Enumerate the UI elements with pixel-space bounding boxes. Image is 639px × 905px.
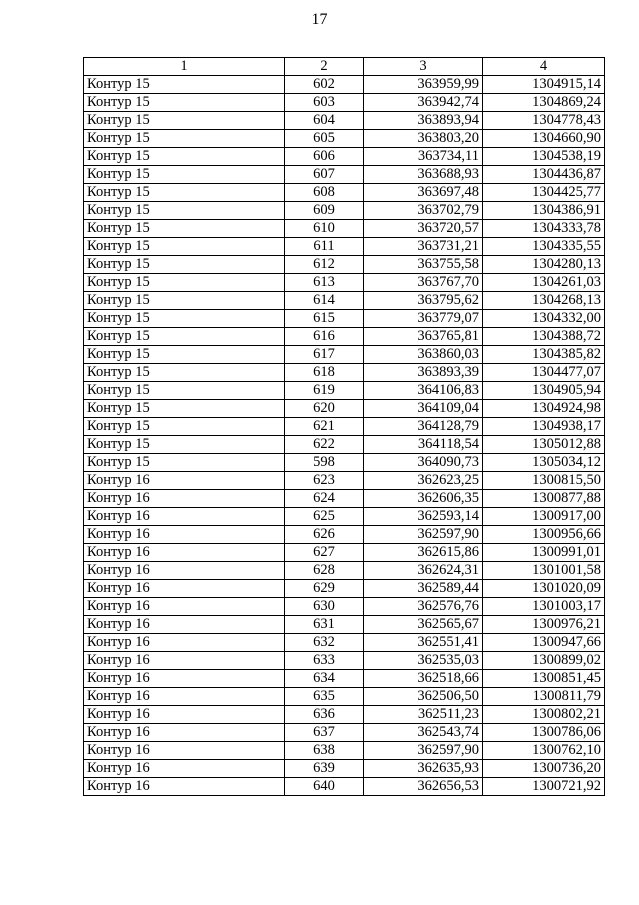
contour-name-cell: Контур 15 xyxy=(84,364,285,382)
y-coordinate-cell: 1300991,01 xyxy=(483,544,605,562)
y-coordinate-cell: 1304924,98 xyxy=(483,400,605,418)
point-number-cell: 605 xyxy=(285,130,364,148)
x-coordinate-cell: 363795,62 xyxy=(364,292,483,310)
point-number-cell: 612 xyxy=(285,256,364,274)
y-coordinate-cell: 1304333,78 xyxy=(483,220,605,238)
point-number-cell: 610 xyxy=(285,220,364,238)
contour-name-cell: Контур 15 xyxy=(84,94,285,112)
column-header-3: 3 xyxy=(364,58,483,76)
table-row xyxy=(84,706,605,724)
y-coordinate-cell: 1300736,20 xyxy=(483,760,605,778)
y-coordinate-cell: 1304332,00 xyxy=(483,310,605,328)
table-row xyxy=(84,310,605,328)
contour-name-cell: Контур 15 xyxy=(84,202,285,220)
point-number-cell: 627 xyxy=(285,544,364,562)
y-coordinate-cell: 1304261,03 xyxy=(483,274,605,292)
contour-name-cell: Контур 15 xyxy=(84,310,285,328)
contour-name-cell: Контур 16 xyxy=(84,526,285,544)
column-header-1: 1 xyxy=(84,58,285,76)
point-number-cell: 602 xyxy=(285,76,364,94)
y-coordinate-cell: 1300815,50 xyxy=(483,472,605,490)
y-coordinate-cell: 1304538,19 xyxy=(483,148,605,166)
table-row xyxy=(84,94,605,112)
x-coordinate-cell: 362597,90 xyxy=(364,526,483,544)
x-coordinate-cell: 363767,70 xyxy=(364,274,483,292)
x-coordinate-cell: 362576,76 xyxy=(364,598,483,616)
contour-name-cell: Контур 16 xyxy=(84,706,285,724)
contour-name-cell: Контур 15 xyxy=(84,436,285,454)
y-coordinate-cell: 1304335,55 xyxy=(483,238,605,256)
point-number-cell: 634 xyxy=(285,670,364,688)
contour-name-cell: Контур 16 xyxy=(84,544,285,562)
contour-name-cell: Контур 16 xyxy=(84,472,285,490)
y-coordinate-cell: 1300899,02 xyxy=(483,652,605,670)
contour-name-cell: Контур 16 xyxy=(84,508,285,526)
point-number-cell: 629 xyxy=(285,580,364,598)
table-row xyxy=(84,652,605,670)
point-number-cell: 615 xyxy=(285,310,364,328)
page-number: 17 xyxy=(311,11,328,28)
table-row xyxy=(84,346,605,364)
point-number-cell: 639 xyxy=(285,760,364,778)
point-number-cell: 637 xyxy=(285,724,364,742)
contour-name-cell: Контур 15 xyxy=(84,112,285,130)
contour-name-cell: Контур 16 xyxy=(84,616,285,634)
contour-name-cell: Контур 16 xyxy=(84,634,285,652)
table-row xyxy=(84,544,605,562)
table-row xyxy=(84,580,605,598)
y-coordinate-cell: 1304386,91 xyxy=(483,202,605,220)
x-coordinate-cell: 362543,74 xyxy=(364,724,483,742)
x-coordinate-cell: 363942,74 xyxy=(364,94,483,112)
y-coordinate-cell: 1304268,13 xyxy=(483,292,605,310)
table-row xyxy=(84,328,605,346)
table-row xyxy=(84,220,605,238)
x-coordinate-cell: 363731,21 xyxy=(364,238,483,256)
x-coordinate-cell: 362551,41 xyxy=(364,634,483,652)
x-coordinate-cell: 364118,54 xyxy=(364,436,483,454)
point-number-cell: 611 xyxy=(285,238,364,256)
table-row xyxy=(84,418,605,436)
table-body xyxy=(84,76,605,796)
y-coordinate-cell: 1304915,14 xyxy=(483,76,605,94)
x-coordinate-cell: 362565,67 xyxy=(364,616,483,634)
contour-name-cell: Контур 16 xyxy=(84,742,285,760)
x-coordinate-cell: 362615,86 xyxy=(364,544,483,562)
table-row xyxy=(84,76,605,94)
point-number-cell: 635 xyxy=(285,688,364,706)
y-coordinate-cell: 1300721,92 xyxy=(483,778,605,796)
contour-name-cell: Контур 15 xyxy=(84,328,285,346)
point-number-cell: 606 xyxy=(285,148,364,166)
contour-name-cell: Контур 16 xyxy=(84,760,285,778)
point-number-cell: 614 xyxy=(285,292,364,310)
y-coordinate-cell: 1304869,24 xyxy=(483,94,605,112)
table-row xyxy=(84,508,605,526)
y-coordinate-cell: 1301001,58 xyxy=(483,562,605,580)
y-coordinate-cell: 1300877,88 xyxy=(483,490,605,508)
contour-name-cell: Контур 16 xyxy=(84,688,285,706)
y-coordinate-cell: 1300762,10 xyxy=(483,742,605,760)
x-coordinate-cell: 363893,94 xyxy=(364,112,483,130)
table-row xyxy=(84,670,605,688)
point-number-cell: 631 xyxy=(285,616,364,634)
point-number-cell: 616 xyxy=(285,328,364,346)
y-coordinate-cell: 1304660,90 xyxy=(483,130,605,148)
table-row xyxy=(84,472,605,490)
table-row xyxy=(84,778,605,796)
contour-name-cell: Контур 15 xyxy=(84,184,285,202)
y-coordinate-cell: 1304778,43 xyxy=(483,112,605,130)
table-row xyxy=(84,202,605,220)
x-coordinate-cell: 362589,44 xyxy=(364,580,483,598)
x-coordinate-cell: 363688,93 xyxy=(364,166,483,184)
contour-name-cell: Контур 15 xyxy=(84,166,285,184)
x-coordinate-cell: 362511,23 xyxy=(364,706,483,724)
table-row xyxy=(84,760,605,778)
x-coordinate-cell: 362656,53 xyxy=(364,778,483,796)
contour-name-cell: Контур 16 xyxy=(84,652,285,670)
table-row xyxy=(84,148,605,166)
x-coordinate-cell: 363959,99 xyxy=(364,76,483,94)
y-coordinate-cell: 1300811,79 xyxy=(483,688,605,706)
point-number-cell: 624 xyxy=(285,490,364,508)
y-coordinate-cell: 1300956,66 xyxy=(483,526,605,544)
contour-name-cell: Контур 16 xyxy=(84,580,285,598)
y-coordinate-cell: 1304280,13 xyxy=(483,256,605,274)
y-coordinate-cell: 1300976,21 xyxy=(483,616,605,634)
y-coordinate-cell: 1301020,09 xyxy=(483,580,605,598)
y-coordinate-cell: 1304436,87 xyxy=(483,166,605,184)
x-coordinate-cell: 364090,73 xyxy=(364,454,483,472)
x-coordinate-cell: 363803,20 xyxy=(364,130,483,148)
table-row xyxy=(84,688,605,706)
x-coordinate-cell: 363697,48 xyxy=(364,184,483,202)
point-number-cell: 638 xyxy=(285,742,364,760)
point-number-cell: 620 xyxy=(285,400,364,418)
contour-name-cell: Контур 15 xyxy=(84,382,285,400)
point-number-cell: 604 xyxy=(285,112,364,130)
table-row xyxy=(84,526,605,544)
contour-name-cell: Контур 15 xyxy=(84,130,285,148)
x-coordinate-cell: 363765,81 xyxy=(364,328,483,346)
table-row xyxy=(84,724,605,742)
contour-name-cell: Контур 15 xyxy=(84,292,285,310)
y-coordinate-cell: 1304385,82 xyxy=(483,346,605,364)
column-header-4: 4 xyxy=(483,58,605,76)
y-coordinate-cell: 1304425,77 xyxy=(483,184,605,202)
point-number-cell: 626 xyxy=(285,526,364,544)
table-row xyxy=(84,166,605,184)
x-coordinate-cell: 362506,50 xyxy=(364,688,483,706)
y-coordinate-cell: 1305034,12 xyxy=(483,454,605,472)
table-header-row xyxy=(84,58,605,76)
x-coordinate-cell: 362593,14 xyxy=(364,508,483,526)
y-coordinate-cell: 1304388,72 xyxy=(483,328,605,346)
x-coordinate-cell: 363893,39 xyxy=(364,364,483,382)
point-number-cell: 622 xyxy=(285,436,364,454)
x-coordinate-cell: 364109,04 xyxy=(364,400,483,418)
contour-name-cell: Контур 16 xyxy=(84,724,285,742)
x-coordinate-cell: 362535,03 xyxy=(364,652,483,670)
x-coordinate-cell: 362623,25 xyxy=(364,472,483,490)
point-number-cell: 613 xyxy=(285,274,364,292)
contour-name-cell: Контур 15 xyxy=(84,148,285,166)
table-row xyxy=(84,238,605,256)
point-number-cell: 609 xyxy=(285,202,364,220)
table-row xyxy=(84,598,605,616)
contour-name-cell: Контур 16 xyxy=(84,490,285,508)
table-row xyxy=(84,616,605,634)
table-row xyxy=(84,256,605,274)
contour-name-cell: Контур 16 xyxy=(84,670,285,688)
table-row xyxy=(84,436,605,454)
contour-name-cell: Контур 15 xyxy=(84,256,285,274)
y-coordinate-cell: 1304477,07 xyxy=(483,364,605,382)
y-coordinate-cell: 1304938,17 xyxy=(483,418,605,436)
contour-name-cell: Контур 15 xyxy=(84,220,285,238)
point-number-cell: 640 xyxy=(285,778,364,796)
point-number-cell: 619 xyxy=(285,382,364,400)
contour-name-cell: Контур 15 xyxy=(84,418,285,436)
x-coordinate-cell: 363720,57 xyxy=(364,220,483,238)
x-coordinate-cell: 364106,83 xyxy=(364,382,483,400)
table-row xyxy=(84,742,605,760)
x-coordinate-cell: 362518,66 xyxy=(364,670,483,688)
table-row xyxy=(84,490,605,508)
x-coordinate-cell: 363702,79 xyxy=(364,202,483,220)
point-number-cell: 628 xyxy=(285,562,364,580)
x-coordinate-cell: 363779,07 xyxy=(364,310,483,328)
table-row xyxy=(84,364,605,382)
x-coordinate-cell: 362606,35 xyxy=(364,490,483,508)
point-number-cell: 633 xyxy=(285,652,364,670)
y-coordinate-cell: 1300947,66 xyxy=(483,634,605,652)
table-row xyxy=(84,130,605,148)
contour-name-cell: Контур 15 xyxy=(84,274,285,292)
column-header-2: 2 xyxy=(285,58,364,76)
contour-name-cell: Контур 15 xyxy=(84,346,285,364)
contour-name-cell: Контур 15 xyxy=(84,238,285,256)
point-number-cell: 630 xyxy=(285,598,364,616)
point-number-cell: 632 xyxy=(285,634,364,652)
contour-name-cell: Контур 16 xyxy=(84,778,285,796)
point-number-cell: 636 xyxy=(285,706,364,724)
contour-name-cell: Контур 16 xyxy=(84,562,285,580)
table-row xyxy=(84,634,605,652)
contour-name-cell: Контур 15 xyxy=(84,454,285,472)
point-number-cell: 621 xyxy=(285,418,364,436)
table-row xyxy=(84,562,605,580)
y-coordinate-cell: 1300917,00 xyxy=(483,508,605,526)
table-row xyxy=(84,400,605,418)
table-row xyxy=(84,112,605,130)
x-coordinate-cell: 363755,58 xyxy=(364,256,483,274)
table-row xyxy=(84,454,605,472)
table-row xyxy=(84,382,605,400)
point-number-cell: 598 xyxy=(285,454,364,472)
point-number-cell: 625 xyxy=(285,508,364,526)
y-coordinate-cell: 1305012,88 xyxy=(483,436,605,454)
point-number-cell: 608 xyxy=(285,184,364,202)
x-coordinate-cell: 363734,11 xyxy=(364,148,483,166)
x-coordinate-cell: 362635,93 xyxy=(364,760,483,778)
x-coordinate-cell: 362597,90 xyxy=(364,742,483,760)
point-number-cell: 603 xyxy=(285,94,364,112)
x-coordinate-cell: 364128,79 xyxy=(364,418,483,436)
table-row xyxy=(84,274,605,292)
coordinates-table xyxy=(83,57,605,796)
x-coordinate-cell: 363860,03 xyxy=(364,346,483,364)
point-number-cell: 617 xyxy=(285,346,364,364)
y-coordinate-cell: 1300786,06 xyxy=(483,724,605,742)
y-coordinate-cell: 1300802,21 xyxy=(483,706,605,724)
contour-name-cell: Контур 15 xyxy=(84,400,285,418)
y-coordinate-cell: 1301003,17 xyxy=(483,598,605,616)
table-row xyxy=(84,292,605,310)
contour-name-cell: Контур 16 xyxy=(84,598,285,616)
table-row xyxy=(84,184,605,202)
contour-name-cell: Контур 15 xyxy=(84,76,285,94)
y-coordinate-cell: 1304905,94 xyxy=(483,382,605,400)
point-number-cell: 623 xyxy=(285,472,364,490)
x-coordinate-cell: 362624,31 xyxy=(364,562,483,580)
point-number-cell: 618 xyxy=(285,364,364,382)
y-coordinate-cell: 1300851,45 xyxy=(483,670,605,688)
point-number-cell: 607 xyxy=(285,166,364,184)
